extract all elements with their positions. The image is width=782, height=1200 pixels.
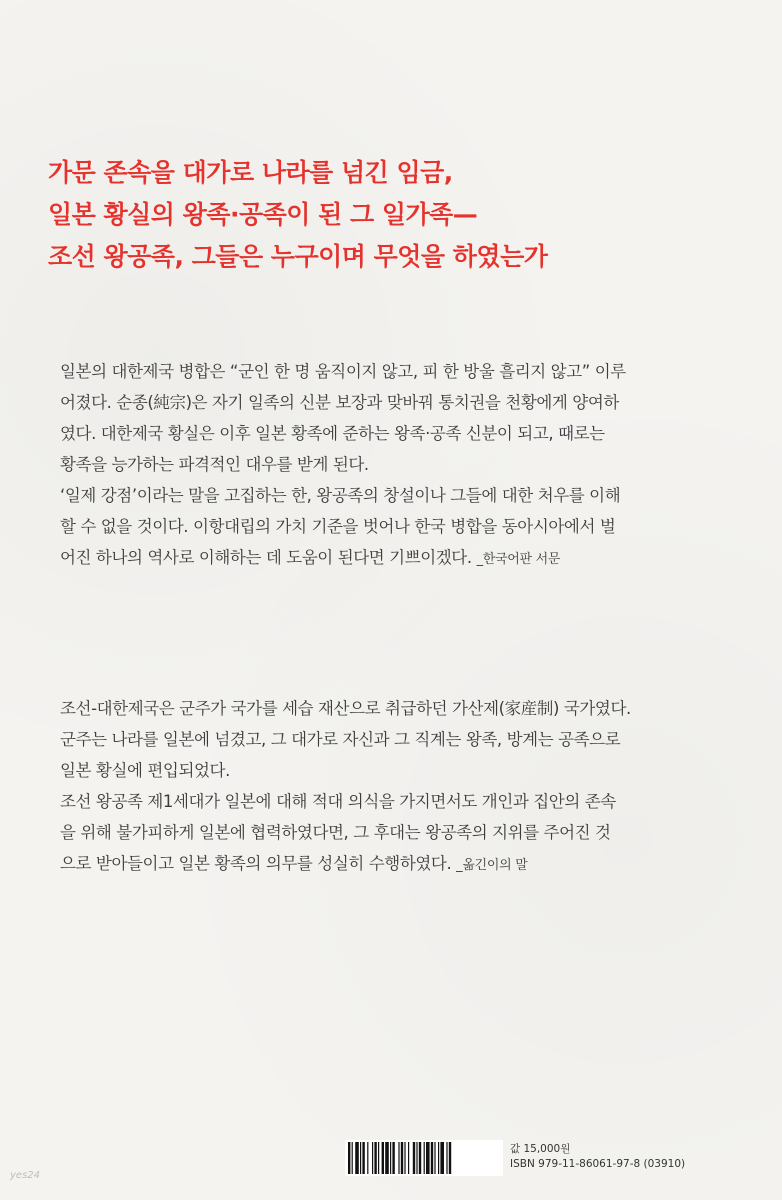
barcode-bar [398, 1142, 399, 1174]
translator-line-2: 군주는 나라를 일본에 넘겼고, 그 대가로 자신과 그 직계는 왕족, 방계는 공족으로 [60, 730, 621, 749]
barcode-bar [440, 1142, 444, 1174]
headline [48, 152, 748, 278]
preface-excerpt [60, 356, 740, 575]
preface-signature: _한국어판 서문 [476, 552, 561, 567]
barcode-bar [404, 1142, 405, 1174]
barcode-bar [362, 1142, 364, 1174]
barcode-bar [408, 1142, 409, 1174]
barcode-bar [419, 1142, 421, 1174]
price-block [510, 1142, 685, 1172]
barcode-bar [385, 1142, 389, 1174]
barcode-bar [446, 1142, 447, 1174]
barcode-bar [355, 1142, 359, 1174]
barcode-bar [390, 1142, 391, 1174]
barcode-bar [413, 1142, 415, 1174]
barcode-bar [434, 1142, 435, 1174]
barcode-bar [401, 1142, 403, 1174]
translator-line-5: 을 위해 불가피하게 일본에 협력하였다면, 그 후대는 왕공족의 지위를 주어진 것 [60, 823, 611, 842]
headline-line-2: 일본 황실의 왕족·공족이 된 그 일가족— [48, 200, 478, 229]
barcode-bar [382, 1142, 384, 1174]
translator-last-text: 으로 받아들이고 일본 황족의 의무를 성실히 수행하였다. [60, 854, 452, 873]
barcode-bar [360, 1142, 361, 1174]
headline-line-3: 조선 왕공족, 그들은 누구이며 무엇을 하였는가 [48, 242, 548, 271]
preface-last-text: 어진 하나의 역사로 이해하는 데 도움이 된다면 기쁘이겠다. [60, 548, 472, 567]
translator-line-4: 조선 왕공족 제1세대가 일본에 대해 적대 의식을 가지면서도 개인과 집안의 존속 [60, 792, 616, 811]
translator-line-3: 일본 황실에 편입되었다. [60, 761, 230, 780]
preface-line-4: 황족을 능가하는 파격적인 대우를 받게 된다. [60, 455, 369, 474]
translator-excerpt [60, 693, 740, 881]
barcode-bar [348, 1142, 350, 1174]
translator-line-6 [60, 848, 740, 881]
barcode [345, 1140, 503, 1176]
preface-line-6: 할 수 없을 것이다. 이항대립의 가치 기준을 벗어나 한국 병합을 동아시아에서 벌 [60, 517, 616, 536]
preface-line-3: 였다. 대한제국 황실은 이후 일본 황족에 준하는 왕족·공족 신분이 되고, 때로는 [60, 424, 605, 443]
barcode-bar [372, 1142, 373, 1174]
headline-line-1: 가문 존속을 대가로 나라를 넘긴 임금, [48, 158, 453, 187]
translator-signature: _옮긴이의 말 [456, 858, 528, 873]
price-text: 값 15,000원 [510, 1143, 571, 1155]
preface-line-5: ‘일제 강점’이라는 말을 고집하는 한, 왕공족의 창설이나 그들에 대한 처우를 이해 [60, 486, 621, 505]
barcode-bar [416, 1142, 417, 1174]
barcode-bar [367, 1142, 368, 1174]
preface-line-7 [60, 542, 740, 575]
barcode-area [345, 1140, 765, 1180]
barcode-bar [426, 1142, 430, 1174]
barcode-bar [378, 1142, 379, 1174]
preface-line-2: 어졌다. 순종(純宗)은 자기 일족의 신분 보장과 맞바꿔 통치권을 천황에게 양여하 [60, 393, 619, 412]
preface-line-1: 일본의 대한제국 병합은 “군인 한 명 움직이지 않고, 피 한 방울 흘리지 않고” 이루 [60, 362, 626, 381]
translator-line-1: 조선-대한제국은 군주가 국가를 세습 재산으로 취급하던 가산제(家産制) 국가였다. [60, 699, 631, 718]
isbn-text: ISBN 979-11-86061-97-8 (03910) [510, 1158, 686, 1170]
barcode-bar [392, 1142, 394, 1174]
barcode-bar [449, 1142, 451, 1174]
barcode-bar [374, 1142, 376, 1174]
barcode-bar [438, 1142, 439, 1174]
barcode-bar [424, 1142, 425, 1174]
barcode-bar [352, 1142, 353, 1174]
barcode-bar [431, 1142, 433, 1174]
watermark: yes24 [10, 1170, 41, 1181]
